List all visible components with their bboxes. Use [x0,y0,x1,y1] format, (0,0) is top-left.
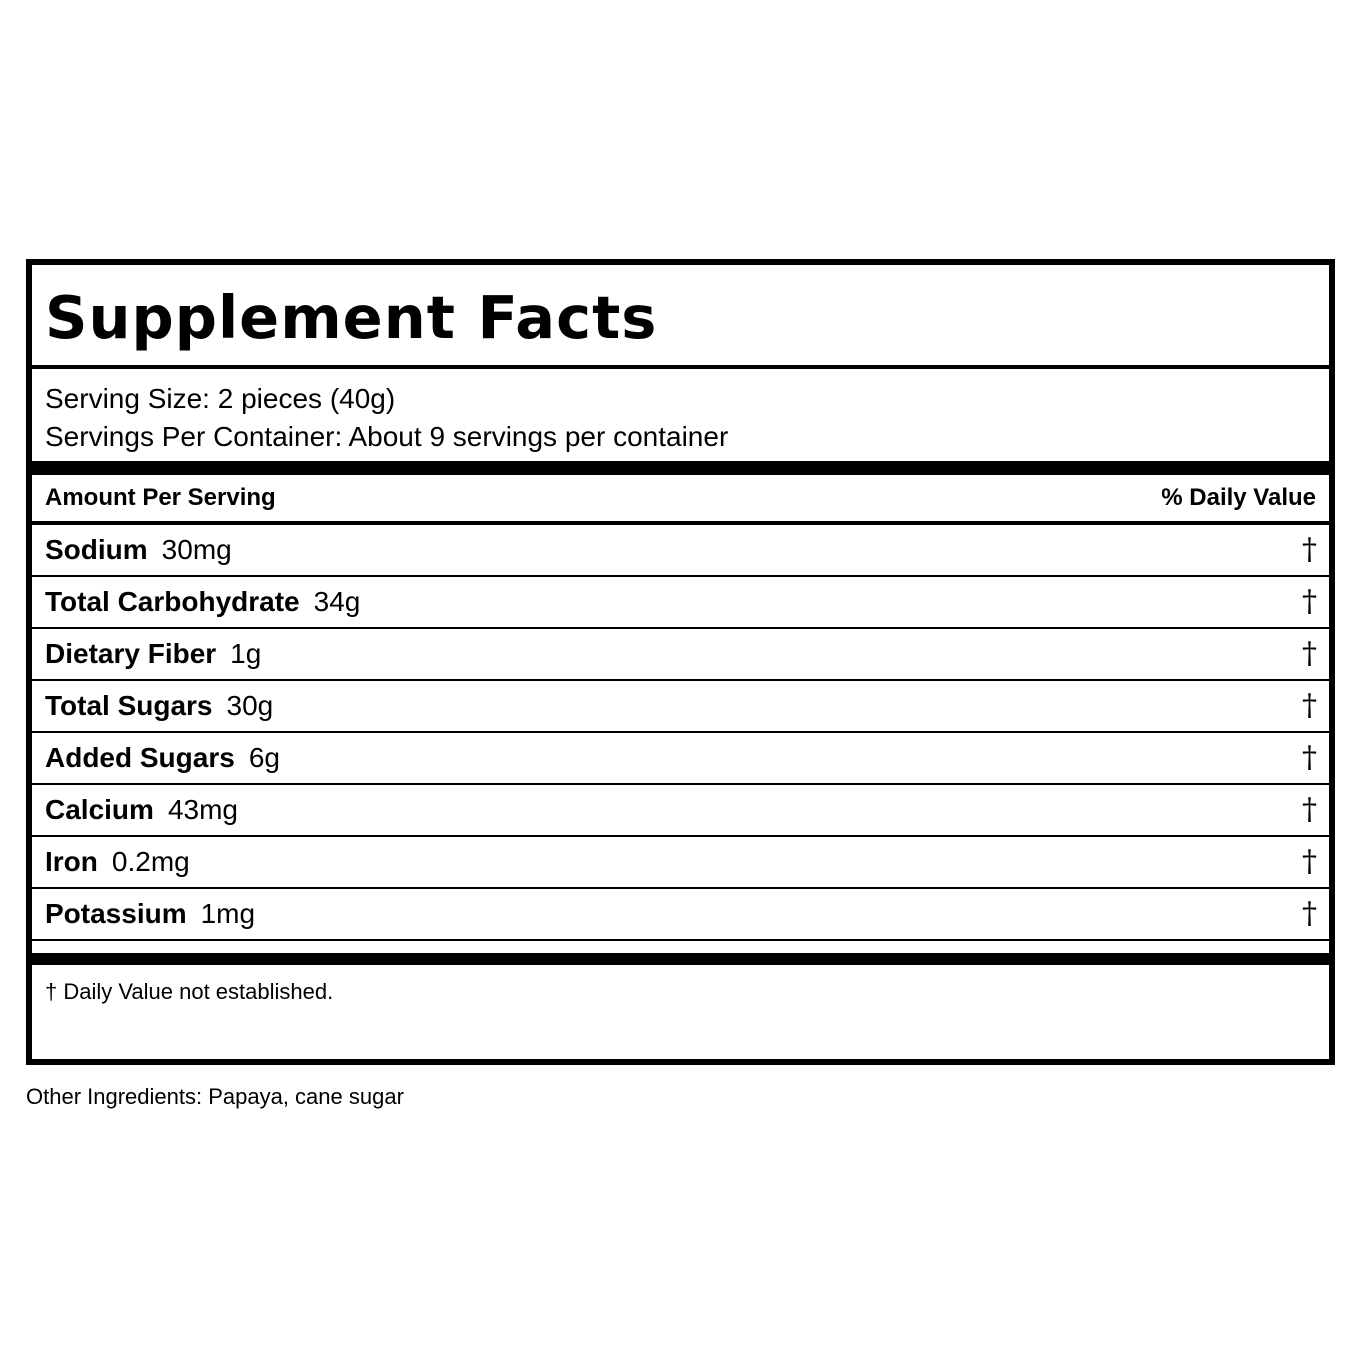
nutrient-amount: 6g [248,742,280,773]
nutrient-row-iron [32,837,1329,889]
dagger-symbol: † [1302,688,1317,723]
nutrient-row-total-sugars [32,681,1329,733]
dagger-symbol: † [1302,844,1317,879]
dagger-symbol: † [1302,792,1317,827]
servings-per-container: Servings Per Container: About 9 servings per container [45,421,729,452]
nutrient-name: Added Sugars 6g [45,742,280,773]
nutrient-list [32,525,1329,941]
supplement-facts-panel [26,259,1335,1065]
serving-size: Serving Size: 2 pieces (40g) [45,383,396,414]
dagger-symbol: † [1302,740,1317,775]
nutrient-row-sodium [32,525,1329,577]
section-divider [32,953,1329,965]
other-ingredients: Other Ingredients: Papaya, cane sugar [26,1084,404,1109]
daily-value-header: % Daily Value [1161,484,1316,511]
nutrient-name: Dietary Fiber 1g [45,638,262,669]
nutrient-row-dietary-fiber [32,629,1329,681]
panel-title: Supplement Facts [45,283,658,352]
dagger-symbol: † [1302,584,1317,619]
nutrient-name: Total Sugars 30g [45,690,274,721]
amount-per-serving-header: Amount Per Serving [45,484,276,511]
nutrient-name: Sodium 30mg [45,534,232,565]
nutrient-amount: 34g [313,586,361,617]
serving-info-section [32,369,1329,475]
nutrient-name: Potassium 1mg [45,898,256,929]
dagger-symbol: † [1302,636,1317,671]
nutrient-amount: 30g [226,690,274,721]
nutrient-amount: 0.2mg [111,846,190,877]
nutrient-name: Total Carbohydrate 34g [45,586,361,617]
dagger-symbol: † [1302,896,1317,931]
nutrient-amount: 1mg [200,898,256,929]
column-header-row [32,475,1329,525]
nutrient-row-potassium [32,889,1329,941]
nutrient-row-added-sugars [32,733,1329,785]
nutrient-row-calcium [32,785,1329,837]
nutrient-name: Iron 0.2mg [45,846,190,877]
title-section [32,265,1329,369]
nutrient-amount: 43mg [167,794,238,825]
nutrient-amount: 1g [230,638,262,669]
nutrient-name: Calcium 43mg [45,794,238,825]
dagger-symbol: † [1302,532,1317,567]
nutrient-row-total-carbohydrate [32,577,1329,629]
daily-value-footnote: † Daily Value not established. [45,979,334,1004]
nutrient-amount: 30mg [161,534,232,565]
